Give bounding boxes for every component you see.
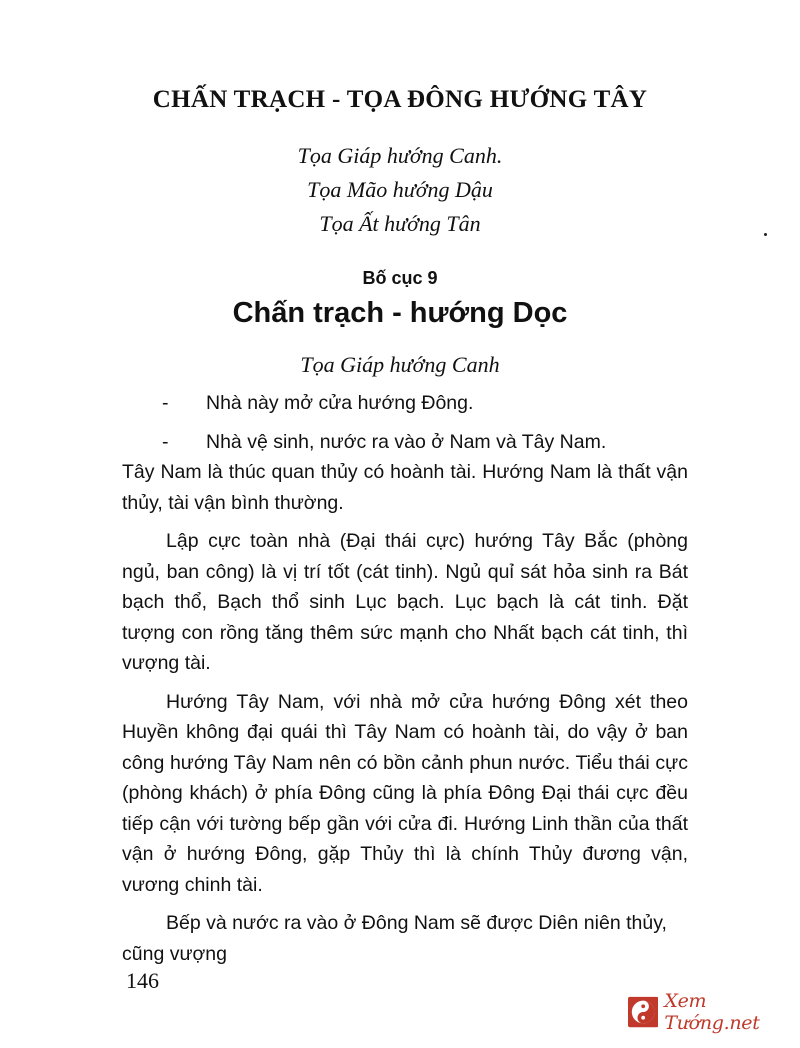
bullet-text-2: Nhà vệ sinh, nước ra vào ở Nam và Tây Nam.: [206, 430, 607, 453]
bullet-dash: -: [162, 430, 169, 453]
watermark-text: Xem Tướng.net: [664, 990, 760, 1034]
subtitle-line-3: Tọa Ất hướng Tân: [319, 211, 481, 236]
bullet-continuation: Tây Nam là thúc quan thủy có hoành tài. Hướng Nam là thất vận thủy, tài vận bình thường.: [122, 461, 688, 514]
subtitle-line-1: Tọa Giáp hướng Canh.: [297, 143, 503, 168]
section-title: Chấn trạch - hướng Dọc: [232, 297, 568, 329]
subtitle-line-2: Tọa Mão hướng Dậu: [307, 177, 493, 202]
bullet-text-1: Nhà này mở cửa hướng Đông.: [206, 392, 474, 414]
body-text: [122, 388, 688, 969]
paragraph-3: Bếp và nước ra vào ở Đông Nam sẽ được Diên niên thủy, cũng vượng: [122, 912, 667, 965]
chapter-heading: CHẤN TRẠCH - TỌA ĐÔNG HƯỚNG TÂY: [152, 86, 648, 113]
paragraph-1: Lập cực toàn nhà (Đại thái cực) hướng Tây Bắc (phòng ngủ, ban công) là vị trí tốt (cát tinh). Ngủ quỉ sát hỏa sinh ra Bát bạch thổ, Bạch thổ sinh Lục bạch. Lục bạch là cát tinh. Đặt tượng con rồng tăng thêm sức mạnh cho Nhất bạch cát tinh, thì vượng tài.: [122, 530, 688, 674]
watermark: [628, 990, 800, 1034]
bullet-dash: -: [162, 392, 169, 414]
stray-dot: [764, 233, 767, 236]
page-number: 146: [126, 968, 159, 993]
yin-yang-icon: [628, 996, 658, 1028]
section-subheading: Tọa Giáp hướng Canh: [300, 352, 500, 377]
section-number: Bố cục 9: [362, 268, 438, 288]
list-item: [122, 427, 688, 458]
list-item: [122, 388, 688, 419]
paragraph-2: Hướng Tây Nam, với nhà mở cửa hướng Đông xét theo Huyền không đại quái thì Tây Nam có hoành tài, do vậy ở ban công hướng Tây Nam nên có bồn cảnh phun nước. Tiểu thái cực (phòng khách) ở phía Đông cũng là phía Đông Đại thái cực đều tiếp cận với tường bếp gần với cửa đi. Hướng Linh thần của thất vận ở hướng Đông, gặp Thủy thì là chính Thủy đương vận, vương chinh tài.: [122, 690, 688, 896]
